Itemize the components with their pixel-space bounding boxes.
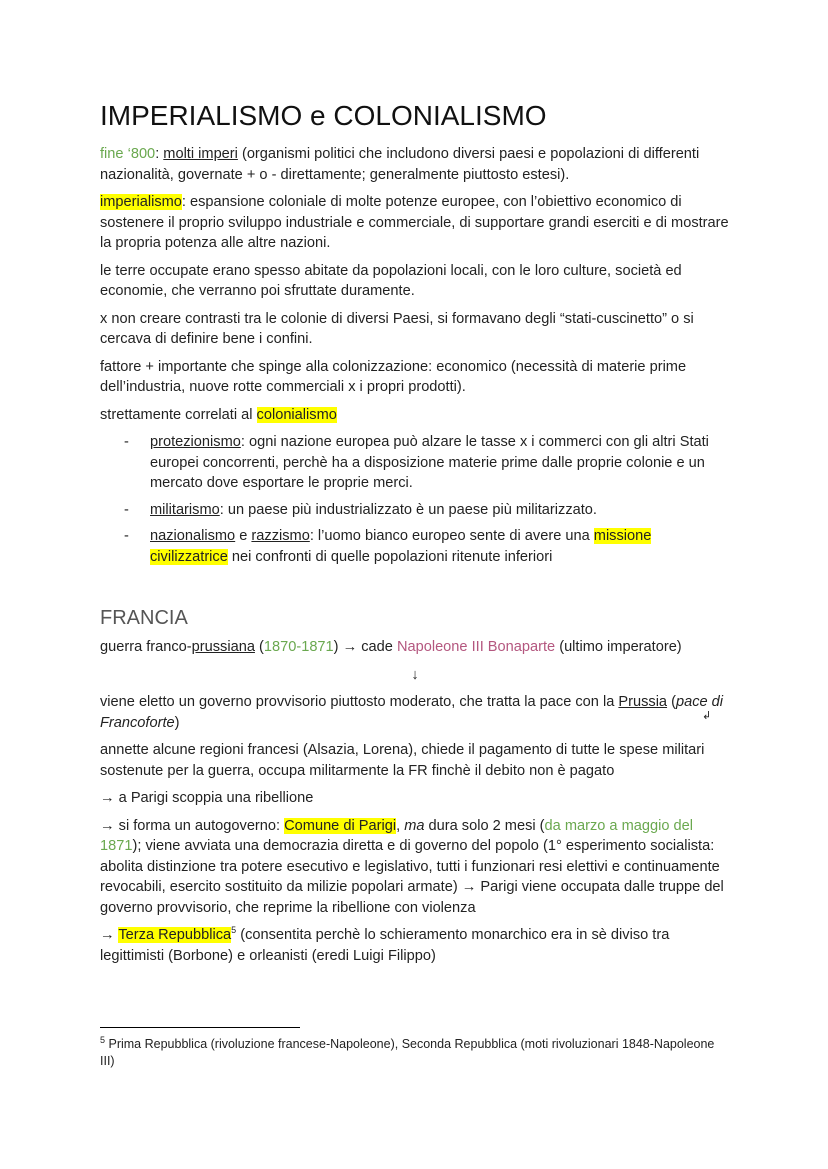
text-run: , <box>396 817 405 834</box>
bullet-list <box>100 432 730 567</box>
section-heading-francia: FRANCIA <box>100 607 188 629</box>
footnote-ref: 5 <box>231 925 237 936</box>
intro-section <box>100 144 730 425</box>
text-run: nazionalismo <box>150 528 236 544</box>
highlighted-text: Comune di Parigi <box>284 817 397 834</box>
document-body <box>100 98 730 973</box>
paragraph <box>100 740 730 781</box>
text-run: fattore + importante che spinge alla colonizzazione: economico (necessità di materie prime dell’industria, nuove rotte commerciali x i propri prodotti). <box>100 358 687 395</box>
text-run: dura solo 2 mesi ( <box>424 817 545 834</box>
text-run: viene eletto un governo provvisorio piuttosto moderato, che tratta la pace con la <box>100 694 619 710</box>
text-run: ) <box>174 714 180 731</box>
text-run: (ultimo imperatore) <box>555 639 682 655</box>
text-run: x non creare contrasti tra le colonie di diversi Paesi, si formavano degli “stati-cuscinetto” o si cercava di definire bene i confini. <box>100 310 694 347</box>
text-run: → <box>100 927 119 943</box>
text-run: ma <box>404 817 425 834</box>
list-item <box>100 500 730 521</box>
list-item <box>100 432 730 494</box>
francia-section <box>100 637 730 966</box>
text-run: : un paese più industrializzato è un paese più militarizzato. <box>219 501 597 518</box>
footnote-separator <box>100 1027 300 1028</box>
text-run: guerra franco- <box>100 639 192 655</box>
text-run: annette alcune regioni francesi (Alsazia, Lorena), chiede il pagamento di tutte le spese militari sostenute per la guerra, occupa militarmente la FR finchè il debito non è pagato <box>100 742 705 779</box>
text-run: nei confronti di quelle popolazioni ritenute inferiori <box>227 548 553 565</box>
footnote-ref: 5 <box>100 1034 106 1045</box>
paragraph <box>100 637 730 658</box>
text-run: : l’uomo bianco europeo sente di avere una <box>309 528 594 544</box>
footnote <box>100 1036 720 1070</box>
paragraph <box>100 357 730 398</box>
text-run: fine ‘800 <box>100 146 156 162</box>
paragraph <box>100 261 730 302</box>
highlighted-text: missione civilizzatrice <box>150 528 652 565</box>
text-run: Prima Repubblica (rivoluzione francese-Napoleone), Seconda Repubblica (moti rivoluzionari 1848-Napoleone III) <box>100 1037 715 1068</box>
return-mark: ↲ <box>702 710 712 722</box>
text-run: ) → cade <box>333 639 397 655</box>
list-item <box>100 526 730 567</box>
text-run: protezionismo <box>150 434 241 450</box>
text-run: ( <box>254 639 264 655</box>
paragraph <box>100 192 730 254</box>
paragraph <box>100 925 730 966</box>
text-run: ( <box>667 694 676 710</box>
text-run: molti imperi <box>163 146 238 162</box>
text-run: Napoleone III Bonaparte <box>396 639 556 655</box>
text-run: → a Parigi scoppia una ribellione <box>100 790 314 806</box>
paragraph <box>100 665 730 686</box>
text-run: da marzo a maggio del 1871 <box>100 817 693 854</box>
text-run: strettamente correlati al <box>100 406 257 423</box>
paragraph <box>100 692 730 733</box>
highlighted-text: imperialismo <box>100 194 182 210</box>
highlighted-text: Terza Repubblica <box>118 927 232 943</box>
paragraph <box>100 816 730 919</box>
paragraph <box>100 788 730 809</box>
highlighted-text: colonialismo <box>256 406 337 423</box>
text-run: → si forma un autogoverno: <box>100 817 285 834</box>
text-run: ); viene avviata una democrazia diretta e di governo del popolo (1° esperimento socialista: abolita distinzione tra potere esecutivo e legislativo, tutti i funzionari resi elettivi e continuamente revocabili, esercito sostituito da milizie popolari armate) → Parigi viene occupata dalle truppe del governo provvisorio, che reprime la ribellione con violenza <box>100 838 724 916</box>
text-run: : espansione coloniale di molte potenze europee, con l’obiettivo economico di sostenere il proprio sviluppo industriale e commerciale, di supportare grandi eserciti e di mostrare la propria potenza alle altre nazioni. <box>100 194 729 251</box>
paragraph <box>100 405 730 426</box>
text-run: Prussia <box>618 694 668 710</box>
text-run: 1870-1871 <box>263 639 334 655</box>
text-run: pace di Francoforte <box>100 694 724 731</box>
text-run: razzismo <box>251 528 310 544</box>
text-run: militarismo <box>150 501 220 518</box>
page-title: IMPERIALISMO e COLONIALISMO <box>100 100 547 131</box>
text-run: (consentita perchè lo schieramento monarchico era in sè diviso tra legittimisti (Borbone) e orleanisti (eredi Luigi Filippo) <box>100 927 670 964</box>
text-run: e <box>235 528 252 544</box>
text-run: le terre occupate erano spesso abitate da popolazioni locali, con le loro culture, società ed economie, che verranno poi sfruttate duramente. <box>100 262 682 299</box>
paragraph <box>100 144 730 185</box>
paragraph <box>100 309 730 350</box>
text-run: prussiana <box>191 639 255 655</box>
text-run: ↓ <box>411 666 419 683</box>
text-run: (organismi politici che includono diversi paesi e popolazioni di differenti nazionalità, governate + o - direttamente; generalmente piuttosto estesi). <box>100 146 700 183</box>
text-run: : <box>155 146 164 162</box>
text-run: : ogni nazione europea può alzare le tasse x i commerci con gli altri Stati europei concorrenti, perchè ha a disposizione materie prime dalle proprie colonie e un mercato dove esportare le proprie merci. <box>150 434 709 491</box>
